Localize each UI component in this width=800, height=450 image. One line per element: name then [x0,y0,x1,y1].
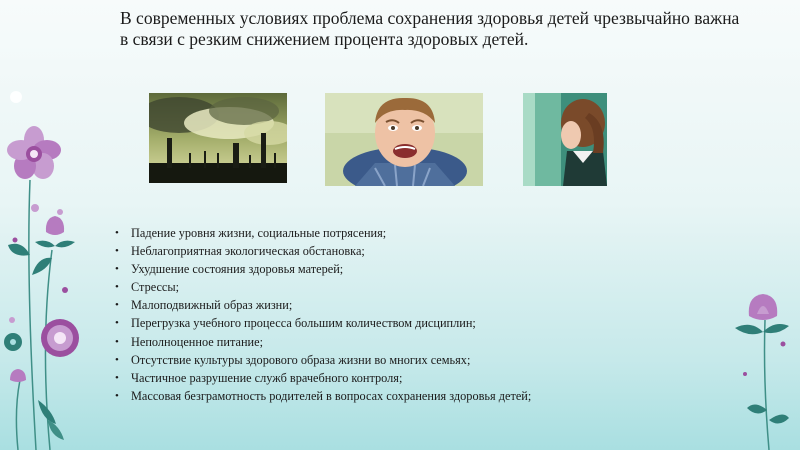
tulip-icon [35,216,75,247]
list-item [115,260,675,278]
flower-decoration-left [0,80,110,450]
upset-girl-photo [523,93,607,186]
list-item [115,314,675,332]
bullet-marker: • [115,371,119,384]
small-tulip-icon [10,369,26,382]
tulip-icon [735,294,789,334]
list-item [115,351,675,369]
bullet-list [115,224,675,405]
list-item-text: Перегрузка учебного процесса большим количеством дисциплин; [131,316,476,331]
list-item-text: Малоподвижный образ жизни; [131,298,293,313]
list-item [115,224,675,242]
round-flower-icon [41,319,79,357]
list-item [115,296,675,314]
bullet-marker: • [115,353,119,366]
bullet-marker: • [115,227,119,239]
bullet-marker: • [115,389,119,402]
list-item-text: Отсутствие культуры здорового образа жизни во многих семьях; [131,352,471,367]
list-item [115,369,675,387]
list-item-text: Стрессы; [131,280,180,295]
list-item [115,387,675,405]
bullet-marker: • [115,263,119,276]
bullet-marker: • [115,299,119,312]
list-item [115,278,675,296]
list-item [115,242,675,260]
factory-smoke-photo [149,93,287,183]
bullet-marker: • [115,245,119,258]
flower-decoration-right [725,290,800,450]
list-item-text: Неблагоприятная экологическая обстановка; [131,244,365,259]
list-item-text: Частичное разрушение служб врачебного контроля; [131,370,403,385]
list-item [115,333,675,351]
bullet-marker: • [115,317,119,330]
list-item-text: Неполноценное питание; [131,334,263,349]
list-item-text: Падение уровня жизни, социальные потрясения; [131,226,387,240]
flower-icon [7,126,61,179]
gear-flower-icon [4,333,22,351]
bullet-marker: • [115,281,119,294]
slide-title: В современных условиях проблема сохранения здоровья детей чрезвычайно важна в связи с резким снижением процента здоровых детей. [120,8,740,49]
list-item-text: Ухудшение состояния здоровья матерей; [131,262,344,277]
list-item-text: Массовая безграмотность родителей в вопросах сохранения здоровья детей; [131,388,532,403]
bullet-marker: • [115,335,119,348]
crying-boy-photo [325,93,483,186]
